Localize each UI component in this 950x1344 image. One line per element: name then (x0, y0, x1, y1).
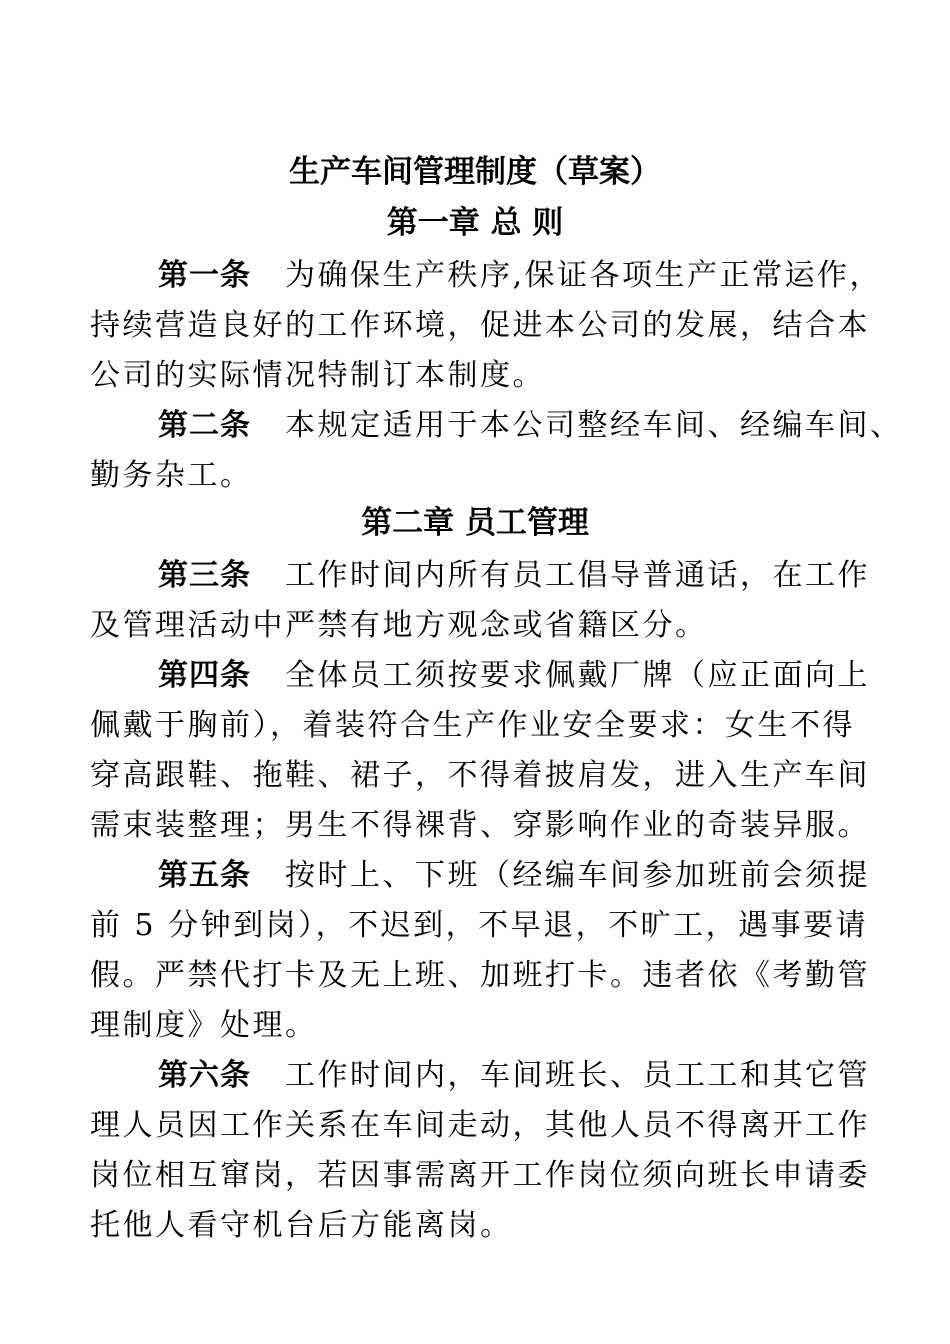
article-text: 全体员工须按要求佩戴厂牌（应正面向上 (285, 658, 870, 693)
article-text: 本规定适用于本公司整经车间、经编车间、 (285, 408, 903, 443)
paragraph-line: 理人员因工作关系在车间走动，其他人员不得离开工作 (90, 1108, 870, 1143)
chapter-heading: 第二章 员工管理 (361, 505, 589, 541)
paragraph-line: 持续营造良好的工作环境，促进本公司的发展，结合本 (90, 308, 870, 343)
paragraph-line: 公司的实际情况特制订本制度。 (90, 358, 545, 393)
paragraph-line: 岗位相互窜岗，若因事需离开工作岗位须向班长申请委 (90, 1158, 870, 1193)
article-paragraph (90, 401, 930, 501)
article-text: 为确保生产秩序,保证各项生产正常运作， (285, 258, 883, 293)
paragraph-line: 假。严禁代打卡及无上班、加班打卡。违者依《考勤管 (90, 958, 870, 993)
article-paragraph (90, 551, 930, 651)
article-label: 第六条 (158, 1058, 251, 1093)
paragraph-line: 托他人看守机台后方能离岗。 (90, 1208, 513, 1243)
document-title: 生产车间管理制度（草案） (289, 154, 661, 190)
article-paragraph (90, 851, 930, 1051)
article-paragraph (90, 651, 930, 851)
article-label: 第五条 (158, 858, 251, 893)
article-paragraph (90, 251, 930, 401)
paragraph-line (90, 1051, 930, 1101)
paragraph-line: 勤务杂工。 (90, 458, 253, 493)
article-label: 第四条 (158, 658, 251, 693)
chapter-heading: 第一章 总 则 (386, 205, 564, 241)
article-label: 第三条 (158, 558, 251, 593)
paragraph-line (90, 401, 930, 451)
article-label: 第二条 (158, 408, 251, 443)
paragraph-line: 及管理活动中严禁有地方观念或省籍区分。 (90, 608, 708, 643)
paragraph-line: 理制度》处理。 (90, 1008, 318, 1043)
article-paragraph (90, 1051, 930, 1251)
article-text: 工作时间内所有员工倡导普通话，在工作 (285, 558, 870, 593)
article-label: 第一条 (158, 258, 251, 293)
paragraph-line: 穿高跟鞋、拖鞋、裙子，不得着披肩发，进入生产车间 (90, 758, 870, 793)
paragraph-line (90, 851, 930, 901)
paragraph-line (90, 651, 930, 701)
article-text: 按时上、下班（经编车间参加班前会须提 (285, 858, 870, 893)
paragraph-line: 需束装整理；男生不得裸背、穿影响作业的奇装异服。 (90, 808, 870, 843)
paragraph-line (90, 251, 930, 301)
paragraph-line: 前 5 分钟到岗），不迟到，不早退，不旷工，遇事要请 (90, 908, 869, 943)
paragraph-line: 佩戴于胸前），着装符合生产作业安全要求：女生不得 (90, 708, 855, 743)
paragraph-line (90, 551, 930, 601)
article-text: 工作时间内，车间班长、员工工和其它管 (285, 1058, 870, 1093)
